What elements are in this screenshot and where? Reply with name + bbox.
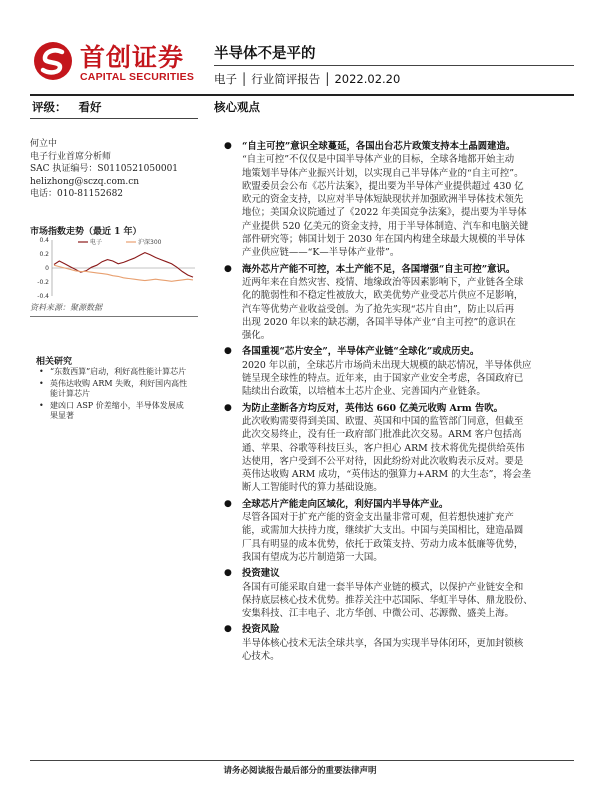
y-tick-label: -0.2 — [37, 279, 49, 287]
paragraph-line: 出现 2020 年以来的缺芯潮，各国半导体产业“自主可控”的意识在 — [242, 316, 516, 328]
paragraph-line: 半导体核心技术无法全球共享，各国为实现半导体闭环，更加封锁核 — [242, 637, 524, 649]
chart-title: 市场指数走势（最近 1 年） — [30, 227, 142, 237]
paragraph-line: 厂具有明显的成本优势，依托于政策支持、劳动力成本低廉等优势， — [242, 538, 524, 550]
y-tick-label: 0.4 — [39, 237, 49, 245]
series-line-electronics — [54, 253, 193, 278]
series-line-csi300 — [54, 265, 193, 281]
bullet-dot-icon: ● — [224, 263, 232, 274]
legend-label: 沪深300 — [138, 239, 162, 247]
analyst-email: helizhong@sczq.com.cn — [30, 176, 140, 187]
bullet-icon: • — [39, 367, 44, 376]
related-item-line2: 能计算芯片 — [50, 389, 90, 398]
core-viewpoints — [222, 140, 574, 663]
analyst-role: 电子行业首席分析师 — [30, 151, 112, 162]
paragraph-line: 链呈现全球性的特点。近年来，由于国家产业安全考虑，各国政府已 — [242, 373, 524, 385]
related-research-item[interactable] — [30, 379, 205, 400]
paragraph-line: “自主可控”不仅仅是中国半导体产业的目标，全球各地都开始主动 — [242, 154, 515, 166]
analyst-sac: SAC 执证编号：S0110521050001 — [30, 164, 179, 174]
bullet-icon: • — [39, 400, 44, 410]
bullet-dot-icon: ● — [224, 624, 232, 635]
report-title: 半导体不是平的 — [214, 46, 316, 62]
rating-label: 评级： — [32, 100, 67, 114]
paragraph-line: 欧盟委员会公布《芯片法案》，提出要为半导体产业提供超过 430 亿 — [242, 180, 524, 192]
y-tick-label: 0.2 — [39, 251, 49, 259]
analyst-phone: 电话：010-81152682 — [30, 189, 124, 199]
rating-value: 看好 — [78, 100, 102, 114]
market-index-chart — [30, 236, 198, 300]
paragraph-line: 我国有望成为芯片制造第一大国。 — [242, 551, 383, 563]
related-research-item[interactable] — [30, 367, 205, 378]
paragraph-line: 产业提供 520 亿美元的资金支持，用于半导体制造、汽车和电脑关键 — [242, 220, 529, 232]
legal-disclaimer: 请务必阅读报告最后部分的重要法律声明 — [223, 766, 377, 776]
rating — [32, 99, 102, 115]
paragraph-line: 近两年来在自然灾害、疫情、地缘政治等因素影响下，产业链各全球 — [242, 276, 524, 288]
paragraph-line: 部件研究等；韩国计划于 2030 年在国内构建全球最大规模的半导体 — [242, 234, 525, 246]
bullet-heading: ● 投资建议 — [224, 568, 280, 580]
paragraph-line: 欧元的资金支持，以应对半导体短缺现状并加强欧洲半导体技术领先 — [242, 194, 524, 206]
analyst-info — [30, 138, 178, 201]
bullet-heading: ● 全球芯片产能走向区域化，利好国内半导体产业。 — [224, 498, 449, 510]
paragraph-line: 此次收购需要得到美国、欧盟、英国和中国的监管部门同意，但截至 — [242, 415, 524, 427]
related-research-item[interactable] — [30, 401, 205, 422]
chart-divider — [30, 316, 198, 317]
related-item-line1: 英伟达收购 ARM 失败，利好国内高性 — [50, 378, 188, 388]
paragraph-line: 保持底层核心技术优势。推荐关注中芯国际、华虹半导体、鼎龙股份、 — [242, 594, 533, 606]
paragraph-line: 地策划半导体产业振兴计划，以实现自己半导体产业的“自主可控”。 — [242, 167, 524, 179]
analyst-name: 何立中 — [30, 139, 58, 149]
report-meta: 电子 │ 行业简评报告 │ 2022.02.20 — [214, 72, 401, 86]
section-title: 核心观点 — [214, 100, 260, 114]
logo-text-en: CAPITAL SECURITIES — [80, 71, 195, 83]
related-item-line1: “东数西算”启动，利好高性能计算芯片 — [50, 367, 187, 376]
footer-divider — [30, 760, 574, 761]
y-tick-label: 0 — [45, 265, 49, 273]
header-divider — [30, 94, 574, 96]
legend-label: 电子 — [90, 239, 103, 247]
paragraph-line: 2020 年以前，全球芯片市场尚未出现大规模的缺芯情况，半导体供应 — [242, 359, 532, 371]
paragraph-line: 各国有可能采取自建一套半导体产业链的模式，以保护产业链安全和 — [242, 581, 524, 593]
bullet-heading: ● 海外芯片产能不可控，本土产能不足，各国增强“自主可控”意识。 — [224, 263, 516, 275]
paragraph-line: 断人工智能时代的算力基础设施。 — [242, 482, 383, 494]
paragraph-line: 安集科技、江丰电子、北方华创、中微公司、芯源微、盛美上海。 — [242, 608, 514, 620]
paragraph-line: 英伟达收购 ARM 成功，“英伟达的强算力+ARM 的大生态”，将会垄 — [242, 469, 531, 481]
logo-text-cn: 首创证券 — [80, 43, 185, 72]
bullet-heading: ● 为防止垄断各方均反对，英伟达 660 亿美元收购 Arm 告吹。 — [224, 402, 504, 414]
bullet-icon: • — [39, 378, 44, 388]
bullet-dot-icon: ● — [224, 402, 232, 413]
related-research-list — [30, 367, 205, 423]
paragraph-line: 产业供应链——“K—半导体产业带”。 — [242, 247, 400, 259]
paragraph-line: 尽管各国对于扩充产能的资金支出量非常可观，但若想快速扩充产 — [242, 512, 514, 524]
paragraph-line: 强化。 — [242, 330, 271, 342]
bullet-dot-icon: ● — [224, 498, 232, 509]
bullet-heading: ● 各国重视“芯片安全”，半导体产业链“全球化”或成历史。 — [224, 346, 480, 358]
company-logo — [32, 38, 200, 90]
title-divider — [214, 65, 574, 66]
paragraph-line: 陆续出台政策，以培植本土芯片企业、完善国内产业链条。 — [242, 386, 486, 398]
bullet-heading: ● 投资风险 — [224, 624, 280, 636]
bullet-heading: ● “自主可控”意识全球蔓延，各国出台芯片政策支持本土晶圆建造。 — [224, 141, 516, 152]
paragraph-line: 能，或需加大扶持力度，继续扩大支出。中国与美国相比，建造晶圆 — [242, 525, 524, 537]
chart-source: 资料来源：聚源数据 — [30, 303, 102, 312]
capital-securities-logo-icon — [32, 40, 74, 82]
y-tick-label: -0.4 — [37, 293, 49, 300]
paragraph-line: 汽车等优势产业收益受创。为了抢先实现“芯片自由”，防止以后再 — [242, 303, 515, 315]
paragraph-line: 此次交易终止，没有任一政府部门批准此次交易。ARM 客户包括高 — [242, 429, 522, 441]
rating-divider — [30, 118, 198, 119]
bullet-dot-icon: ● — [224, 568, 232, 579]
paragraph-line: 化的脆弱性和不稳定性被放大，欧美优势产业受芯片供应不足影响， — [242, 290, 524, 302]
related-item-line2: 果显著 — [50, 411, 74, 420]
bullet-dot-icon: ● — [224, 141, 232, 151]
bullet-dot-icon: ● — [224, 346, 232, 357]
paragraph-line: 通、苹果、谷歌等科技巨头，客户担心 ARM 技术将优先提供给英伟 — [242, 442, 525, 454]
paragraph-line: 地位；美国众议院通过了《2022 年美国竞争法案》，提出要为半导体 — [242, 207, 527, 219]
paragraph-line: 心技术。 — [242, 650, 280, 662]
related-item-line1: 建凶口 ASP 价差缩小，半导体发展成 — [50, 400, 184, 410]
related-research-title: 相关研究 — [36, 357, 73, 367]
paragraph-line: 达使用，客户受到不公平对待，因此纷纷对此次收购表示反对。要是 — [242, 455, 524, 467]
